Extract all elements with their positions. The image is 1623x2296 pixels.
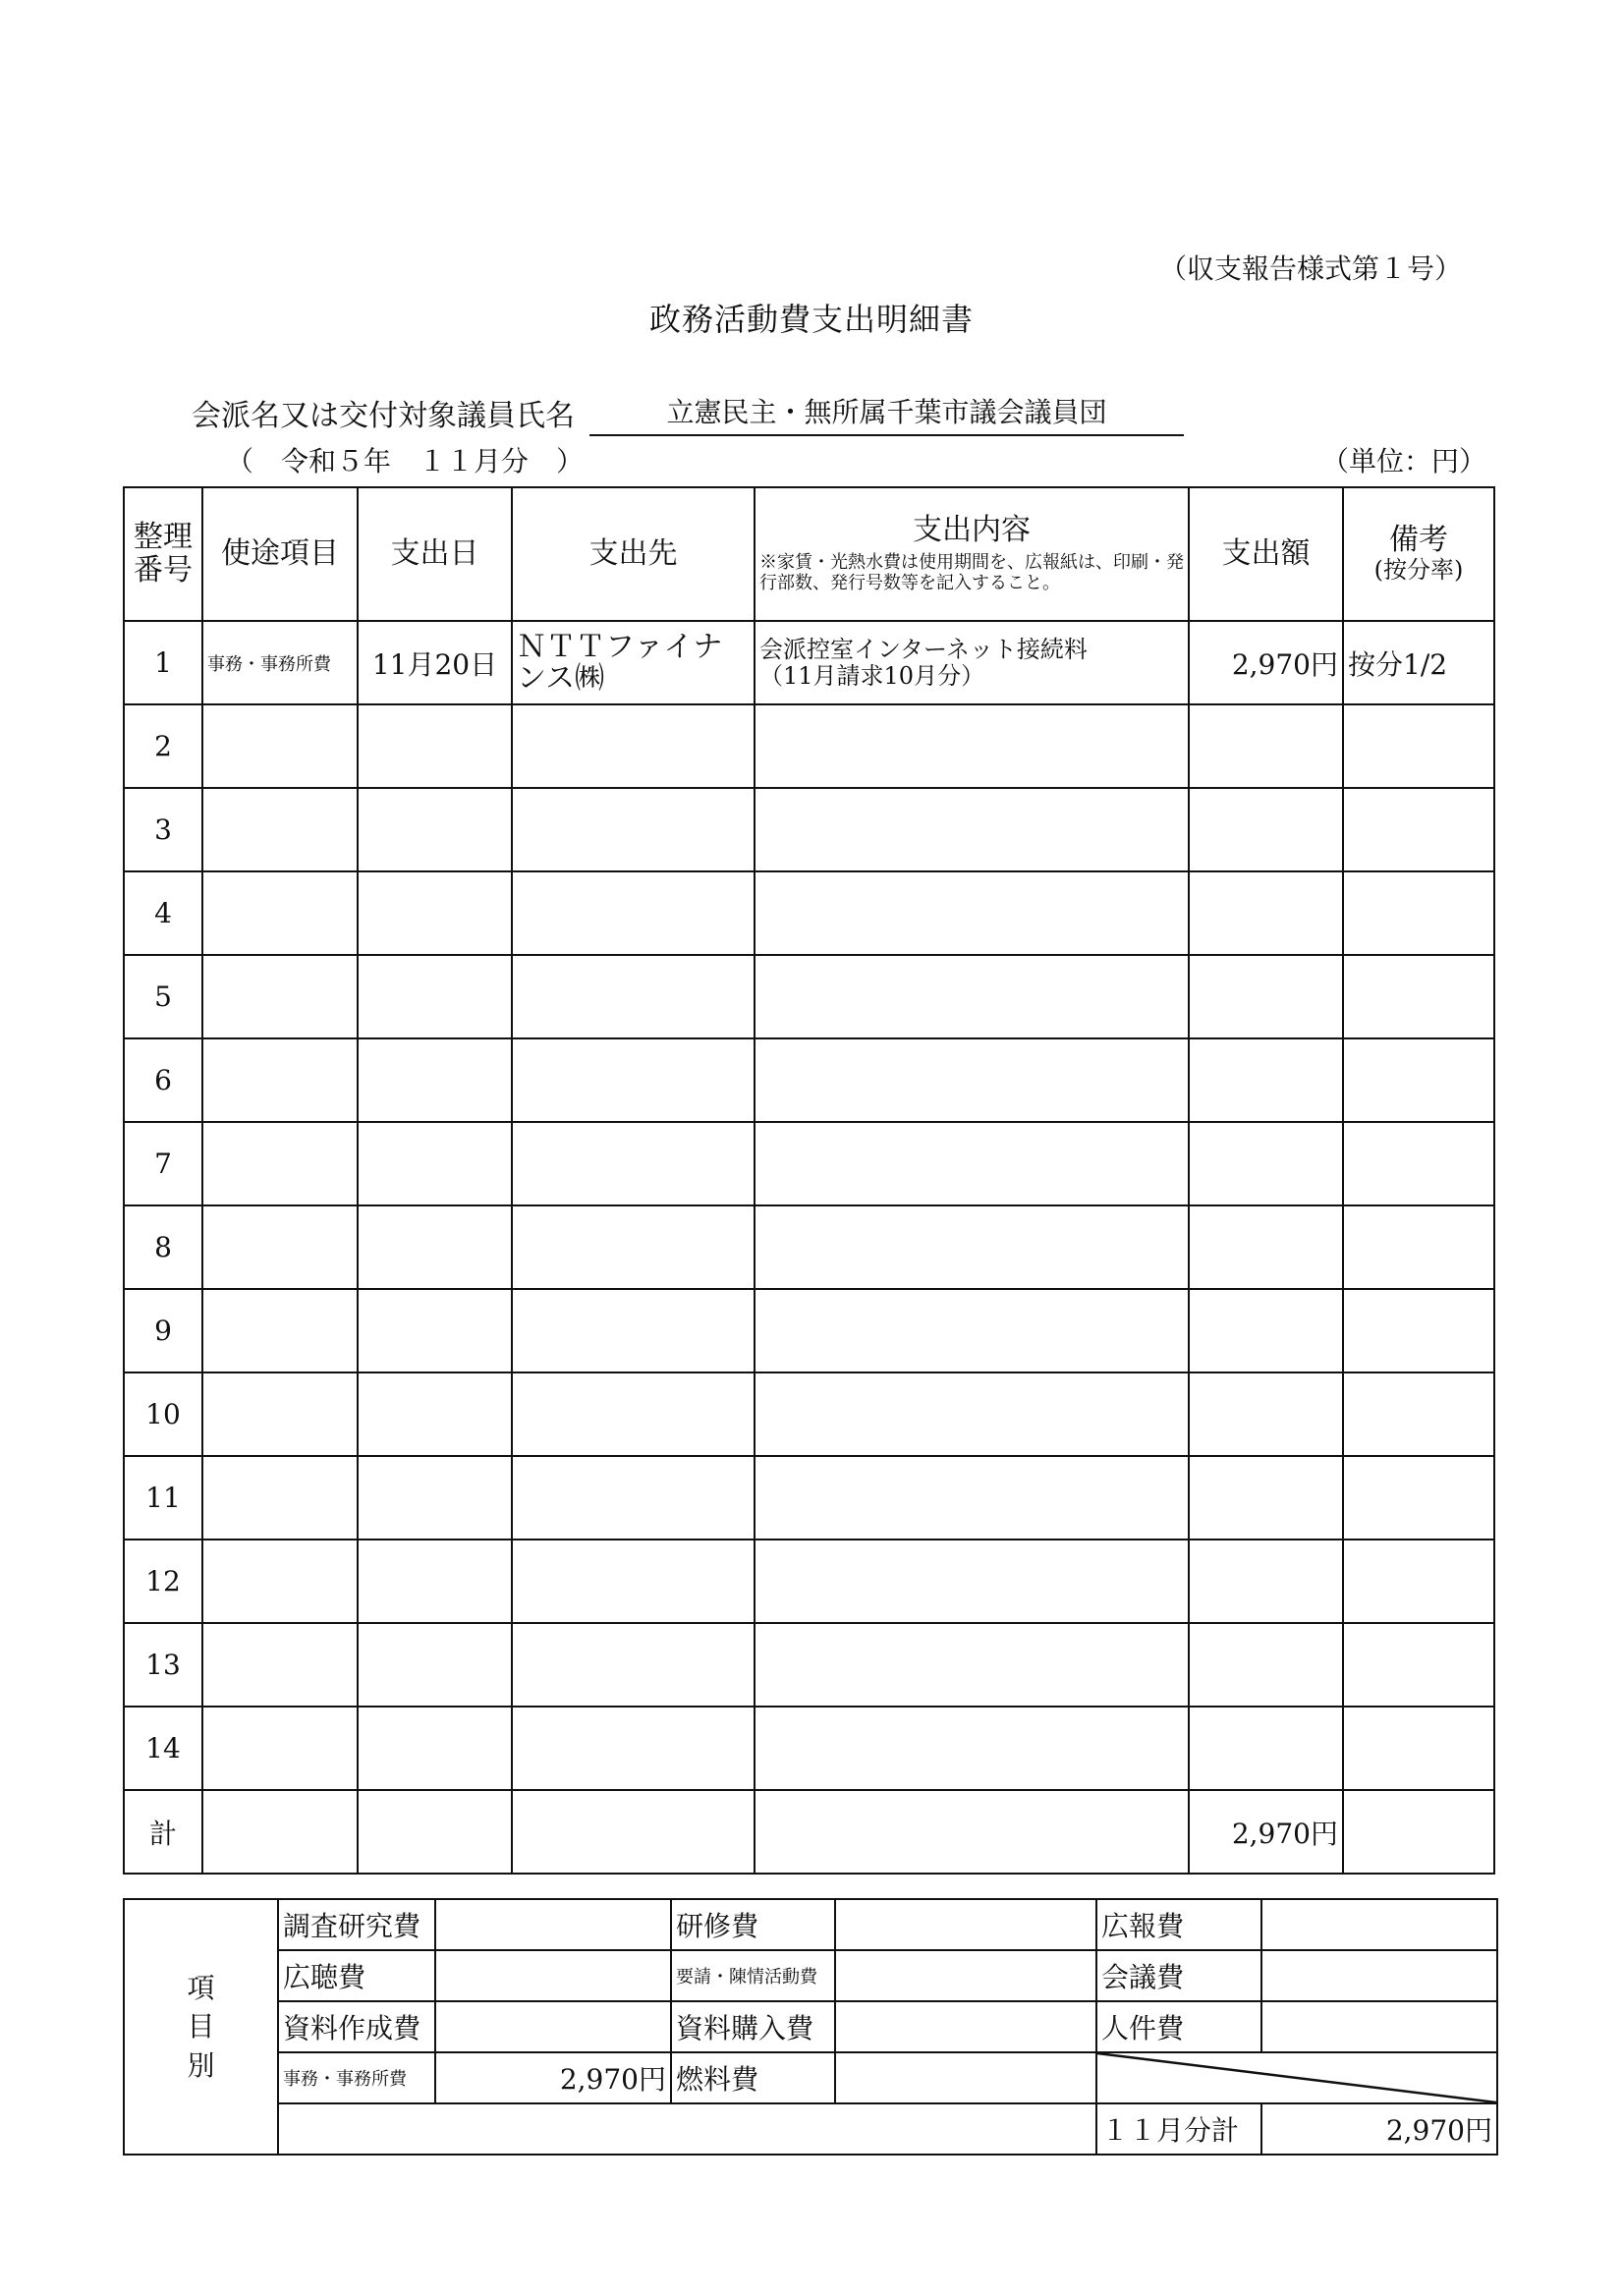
month-total-row: [124, 2103, 1497, 2155]
unit-label: （単位：円）: [1321, 445, 1487, 477]
row-amount: [1189, 1707, 1343, 1790]
row-usage: 事務・事務所費: [202, 621, 358, 704]
row-content: [755, 704, 1189, 788]
summary-category-label: 事務・事務所費: [278, 2052, 435, 2103]
row-amount: 2,970円: [1189, 621, 1343, 704]
total-row: [124, 1790, 1494, 1874]
row-content: [755, 955, 1189, 1038]
row-amount: [1189, 1205, 1343, 1289]
row-amount: [1189, 788, 1343, 871]
row-content: [755, 788, 1189, 871]
row-payee: [512, 1456, 755, 1540]
row-content: [755, 1456, 1189, 1540]
summary-category-value: [1261, 1950, 1497, 2001]
row-number: 10: [124, 1372, 202, 1456]
table-row: [124, 1456, 1494, 1540]
row-amount: [1189, 1289, 1343, 1372]
row-amount: [1189, 871, 1343, 955]
row-content: [755, 1623, 1189, 1707]
summary-side-label: 項 目 別: [124, 1899, 278, 2155]
table-row: [124, 1205, 1494, 1289]
table-row: [124, 1038, 1494, 1122]
summary-category-label: 要請・陳情活動費: [671, 1950, 835, 2001]
row-usage: [202, 1456, 358, 1540]
summary-row: [124, 2052, 1497, 2103]
row-payee: [512, 871, 755, 955]
row-content: [755, 1540, 1189, 1623]
total-content-cell: [755, 1790, 1189, 1874]
summary-category-label: 広報費: [1096, 1899, 1261, 1950]
summary-row: [124, 2001, 1497, 2052]
row-remarks: [1343, 1205, 1494, 1289]
report-period: （ 令和５年 １１月分 ）: [226, 445, 585, 477]
table-row: [124, 1122, 1494, 1205]
summary-category-value: [435, 1899, 671, 1950]
summary-category-value: 2,970円: [435, 2052, 671, 2103]
row-content: [755, 1289, 1189, 1372]
row-remarks: [1343, 1456, 1494, 1540]
row-number: 8: [124, 1205, 202, 1289]
header-content-note: ※家賃・光熱水費は使用期間を、広報紙は、印刷・発行部数、発行号数等を記入すること。: [759, 551, 1184, 594]
row-remarks: [1343, 955, 1494, 1038]
summary-category-value: [435, 1950, 671, 2001]
row-amount: [1189, 704, 1343, 788]
table-row: [124, 1623, 1494, 1707]
row-date: [358, 1707, 512, 1790]
summary-category-label: 調査研究費: [278, 1899, 435, 1950]
header-remarks: [1343, 487, 1494, 621]
row-content: [755, 1707, 1189, 1790]
row-content: [755, 1205, 1189, 1289]
row-payee: [512, 1038, 755, 1122]
row-date: [358, 1456, 512, 1540]
row-date: [358, 1540, 512, 1623]
row-date: [358, 1038, 512, 1122]
month-total-label: １１月分計: [1096, 2103, 1261, 2155]
row-content: [755, 1038, 1189, 1122]
summary-category-value: [835, 2001, 1096, 2052]
total-amount: 2,970円: [1189, 1790, 1343, 1874]
row-number: 5: [124, 955, 202, 1038]
row-payee: [512, 1623, 755, 1707]
row-date: [358, 1372, 512, 1456]
month-total-value: 2,970円: [1261, 2103, 1497, 2155]
expenditure-table: [123, 486, 1495, 1875]
summary-category-value: [1261, 1899, 1497, 1950]
header-date: 支出日: [358, 487, 512, 621]
summary-category-label: 研修費: [671, 1899, 835, 1950]
month-total-blank: [278, 2103, 1096, 2155]
header-no: 整理番号: [124, 487, 202, 621]
summary-category-label: 会議費: [1096, 1950, 1261, 2001]
table-row: [124, 621, 1494, 704]
header-amount: 支出額: [1189, 487, 1343, 621]
row-remarks: [1343, 788, 1494, 871]
row-amount: [1189, 1038, 1343, 1122]
summary-category-value: [835, 1950, 1096, 2001]
row-amount: [1189, 1540, 1343, 1623]
total-remarks-cell: [1343, 1790, 1494, 1874]
summary-struck-cell: [1096, 2052, 1497, 2103]
table-row: [124, 1540, 1494, 1623]
row-number: 7: [124, 1122, 202, 1205]
row-remarks: [1343, 1707, 1494, 1790]
row-remarks: [1343, 1623, 1494, 1707]
row-content: [755, 871, 1189, 955]
header-content: [755, 487, 1189, 621]
summary-category-label: 燃料費: [671, 2052, 835, 2103]
summary-row: [124, 1950, 1497, 2001]
row-amount: [1189, 1122, 1343, 1205]
row-number: 3: [124, 788, 202, 871]
row-date: [358, 1289, 512, 1372]
row-content: [755, 1122, 1189, 1205]
summary-category-label: 広聴費: [278, 1950, 435, 2001]
row-number: 6: [124, 1038, 202, 1122]
row-date: [358, 955, 512, 1038]
row-usage: [202, 1205, 358, 1289]
row-usage: [202, 955, 358, 1038]
row-remarks: [1343, 871, 1494, 955]
header-usage: 使途項目: [202, 487, 358, 621]
total-payee-cell: [512, 1790, 755, 1874]
row-content: 会派控室インターネット接続料 （11月請求10月分）: [755, 621, 1189, 704]
row-date: [358, 788, 512, 871]
group-name: 立憲民主・無所属千葉市議会議員団: [589, 391, 1184, 436]
row-usage: [202, 1122, 358, 1205]
document-title: 政務活動費支出明細書: [648, 301, 974, 338]
total-label: 計: [124, 1790, 202, 1874]
row-remarks: 按分1/2: [1343, 621, 1494, 704]
table-row: [124, 871, 1494, 955]
category-summary-table: [123, 1898, 1498, 2156]
row-usage: [202, 704, 358, 788]
row-date: [358, 871, 512, 955]
row-number: 14: [124, 1707, 202, 1790]
row-payee: [512, 955, 755, 1038]
row-number: 11: [124, 1456, 202, 1540]
header-remarks-sub: (按分率): [1373, 556, 1464, 585]
row-payee: ＮＴＴファイナンス㈱: [512, 621, 755, 704]
row-number: 9: [124, 1289, 202, 1372]
row-payee: [512, 1289, 755, 1372]
table-row: [124, 955, 1494, 1038]
row-date: 11月20日: [358, 621, 512, 704]
table-row: [124, 788, 1494, 871]
table-header-row: [124, 487, 1494, 621]
row-remarks: [1343, 1122, 1494, 1205]
row-remarks: [1343, 1038, 1494, 1122]
row-usage: [202, 871, 358, 955]
row-payee: [512, 704, 755, 788]
header-payee: 支出先: [512, 487, 755, 621]
row-usage: [202, 1707, 358, 1790]
row-remarks: [1343, 704, 1494, 788]
row-payee: [512, 1707, 755, 1790]
summary-category-label: 資料作成費: [278, 2001, 435, 2052]
row-usage: [202, 1623, 358, 1707]
row-date: [358, 1205, 512, 1289]
row-number: 13: [124, 1623, 202, 1707]
table-row: [124, 704, 1494, 788]
row-amount: [1189, 955, 1343, 1038]
total-usage-cell: [202, 1790, 358, 1874]
summary-category-label: 資料購入費: [671, 2001, 835, 2052]
row-payee: [512, 1205, 755, 1289]
row-date: [358, 704, 512, 788]
summary-category-value: [435, 2001, 671, 2052]
header-remarks-label: 備考: [1389, 522, 1448, 557]
summary-row: [124, 1899, 1497, 1950]
table-row: [124, 1289, 1494, 1372]
row-number: 2: [124, 704, 202, 788]
table-row: [124, 1707, 1494, 1790]
summary-category-label: 人件費: [1096, 2001, 1261, 2052]
row-usage: [202, 1540, 358, 1623]
row-content: [755, 1372, 1189, 1456]
summary-category-value: [835, 2052, 1096, 2103]
row-remarks: [1343, 1289, 1494, 1372]
row-date: [358, 1623, 512, 1707]
row-amount: [1189, 1623, 1343, 1707]
row-amount: [1189, 1372, 1343, 1456]
group-label: 会派名又は交付対象議員氏名: [192, 399, 575, 433]
row-payee: [512, 1122, 755, 1205]
row-date: [358, 1122, 512, 1205]
total-date-cell: [358, 1790, 512, 1874]
header-content-label: 支出内容: [913, 513, 1031, 548]
row-remarks: [1343, 1540, 1494, 1623]
row-usage: [202, 1038, 358, 1122]
row-usage: [202, 1372, 358, 1456]
row-number: 4: [124, 871, 202, 955]
summary-category-value: [1261, 2001, 1497, 2052]
row-amount: [1189, 1456, 1343, 1540]
row-usage: [202, 788, 358, 871]
row-payee: [512, 788, 755, 871]
form-number: （収支報告様式第１号）: [1159, 252, 1463, 285]
row-usage: [202, 1289, 358, 1372]
summary-category-value: [835, 1899, 1096, 1950]
row-payee: [512, 1540, 755, 1623]
table-row: [124, 1372, 1494, 1456]
row-number: 12: [124, 1540, 202, 1623]
row-number: 1: [124, 621, 202, 704]
row-payee: [512, 1372, 755, 1456]
row-remarks: [1343, 1372, 1494, 1456]
